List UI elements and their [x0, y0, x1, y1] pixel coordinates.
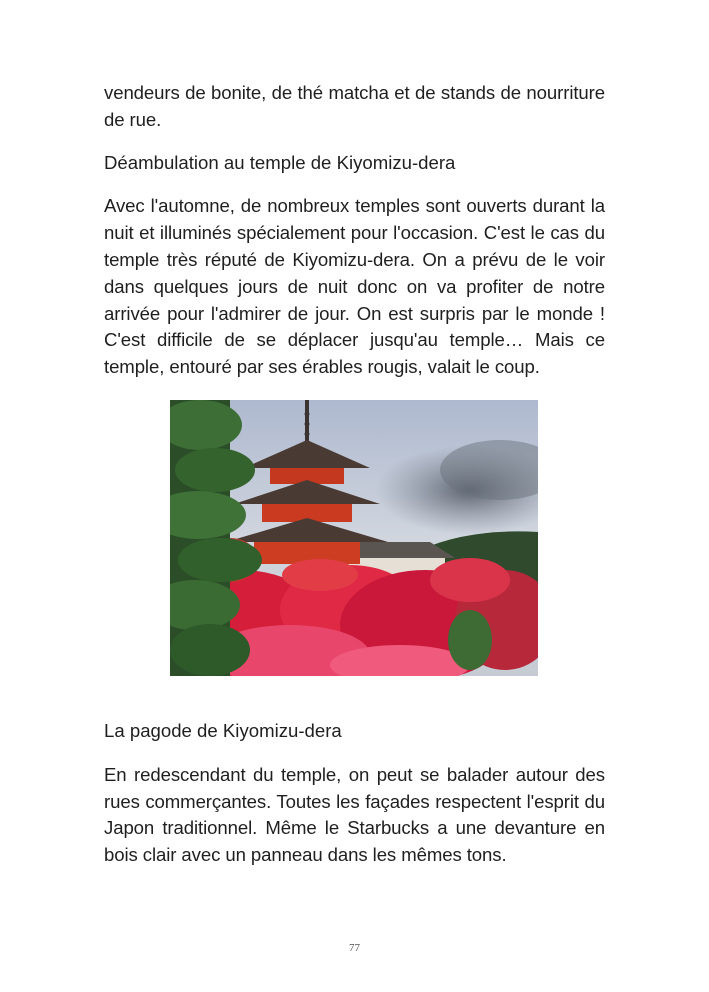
pagoda-photo: [170, 400, 538, 676]
paragraph-intro-end: vendeurs de bonite, de thé matcha et de stands de nourriture de rue.: [104, 82, 605, 130]
page-number: 77: [349, 942, 360, 954]
paragraph-streets: En redescendant du temple, on peut se balader autour des rues commerçantes. Toutes les façades respectent l'esprit du Japon traditionnel. Même le Starbucks a une devanture en bois clair avec un panneau dans les mêmes tons.: [104, 763, 605, 866]
document-page: [104, 80, 605, 869]
section-heading-temple: Déambulation au temple de Kiyomizu-dera: [104, 151, 456, 173]
paragraph-temple: Avec l'automne, de nombreux temples sont ouverts durant la nuit et illuminés spécialement pour l'occasion. C'est le cas du temple très réputé de Kiyomizu-dera. On a prévu de le voir dans quelques jours de nuit donc on va profiter de notre arrivée pour l'admirer de jour. On est surpris par le monde ! C'est difficile de se déplacer jusqu'au temple… Mais ce temple, entouré par ses érables rougis, valait le coup.: [104, 195, 605, 378]
figure-caption: La pagode de Kiyomizu-dera: [104, 719, 342, 741]
